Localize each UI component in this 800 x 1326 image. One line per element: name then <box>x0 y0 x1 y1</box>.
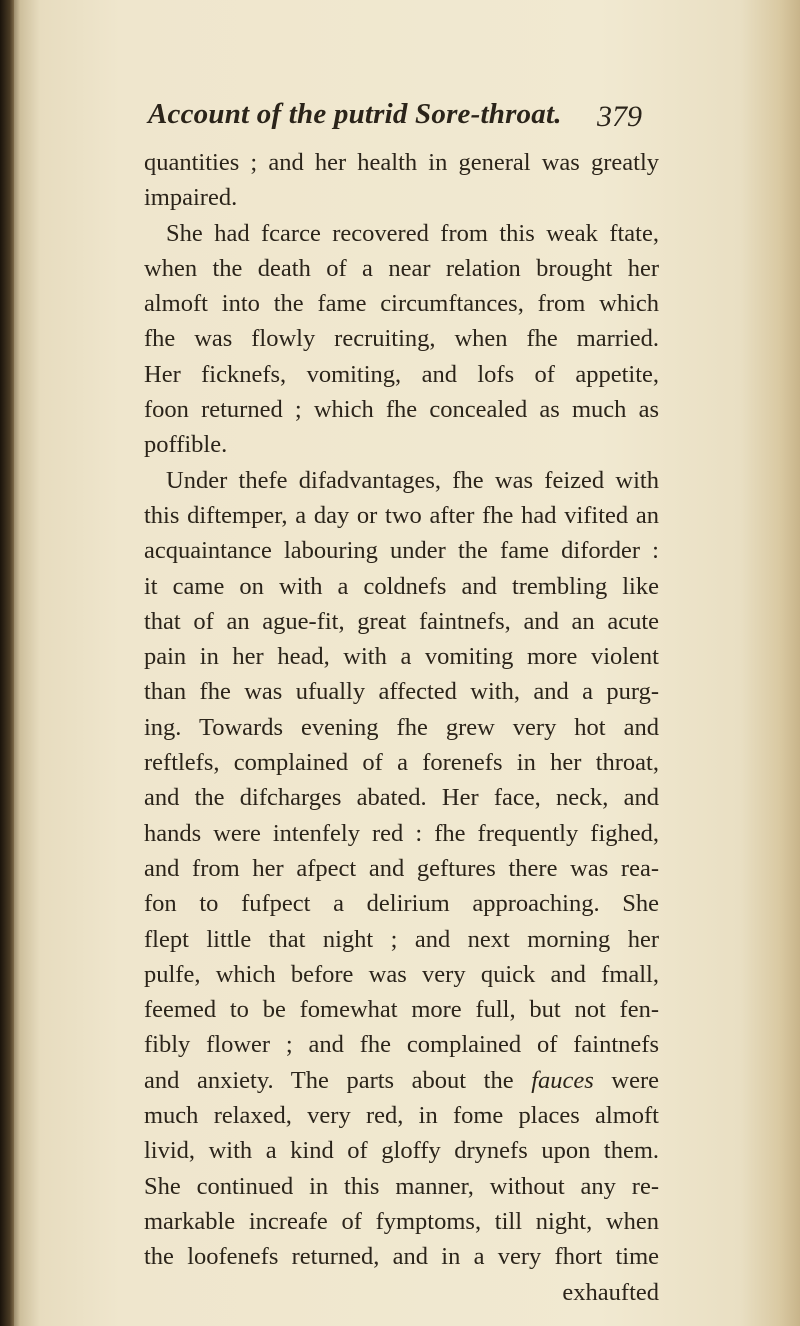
text-line: foon returned ; which fhe concealed as much as <box>144 396 659 424</box>
italic-term-fauces: fauces <box>531 1066 594 1094</box>
text-line: and the difcharges abated. Her face, neck, and <box>144 784 659 812</box>
text-line: hands were intenfely red : fhe frequently fighed, <box>144 819 659 847</box>
text-line: reftlefs, complained of a forenefs in her throat, <box>144 749 659 777</box>
body-text <box>144 145 659 1310</box>
text-line: feemed to be fomewhat more full, but not fen- <box>144 996 659 1024</box>
text-segment: were <box>611 1066 660 1094</box>
text-line: when the death of a near relation brought her <box>144 254 659 282</box>
text-segment: and anxiety. The parts about the <box>144 1066 514 1094</box>
text-line: this diftemper, a day or two after fhe had vifited an <box>144 501 659 529</box>
text-line: that of an ague-fit, great faintnefs, and an acute <box>144 607 659 635</box>
text-line: quantities ; and her health in general was greatly <box>144 149 659 176</box>
catchword: exhaufted <box>562 1278 659 1306</box>
text-line: flept little that night ; and next morning her <box>144 925 659 953</box>
page-header <box>0 98 800 142</box>
text-line: livid, with a kind of gloffy drynefs upon them. <box>144 1137 659 1165</box>
text-line: markable increafe of fymptoms, till night, when <box>144 1207 659 1235</box>
page-gutter <box>0 0 14 1326</box>
text-line: poffible. <box>144 431 228 459</box>
text-line: pulfe, which before was very quick and fmall, <box>144 960 659 988</box>
text-line: the loofenefs returned, and in a very fhort time <box>144 1243 659 1271</box>
text-line: it came on with a coldnefs and trembling like <box>144 572 659 600</box>
text-line: much relaxed, very red, in fome places almoft <box>144 1102 659 1130</box>
text-line: She had fcarce recovered from this weak ftate, <box>166 219 659 247</box>
text-line: pain in her head, with a vomiting more violent <box>144 643 659 671</box>
text-line: fon to fufpect a delirium approaching. She <box>144 890 659 918</box>
page-number: 379 <box>597 100 642 133</box>
text-line: impaired. <box>144 184 238 212</box>
text-line: almoft into the fame circumftances, from which <box>144 290 659 318</box>
text-line: ing. Towards evening fhe grew very hot and <box>144 713 659 741</box>
running-title: Account of the putrid Sore-throat. <box>148 98 562 130</box>
text-line: Under thefe difadvantages, fhe was feized with <box>166 466 659 494</box>
text-line: than fhe was ufually affected with, and a purg- <box>144 678 659 706</box>
text-line: She continued in this manner, without any re- <box>144 1172 659 1200</box>
text-line: Her ficknefs, vomiting, and lofs of appetite, <box>144 360 659 388</box>
text-line: and from her afpect and geftures there was rea- <box>144 854 659 882</box>
text-line: fhe was flowly recruiting, when fhe married. <box>144 325 659 353</box>
text-line: fibly flower ; and fhe complained of faintnefs <box>144 1031 659 1059</box>
text-line: acquaintance labouring under the fame diforder : <box>144 537 659 565</box>
text-line-with-italic <box>144 1063 659 1098</box>
